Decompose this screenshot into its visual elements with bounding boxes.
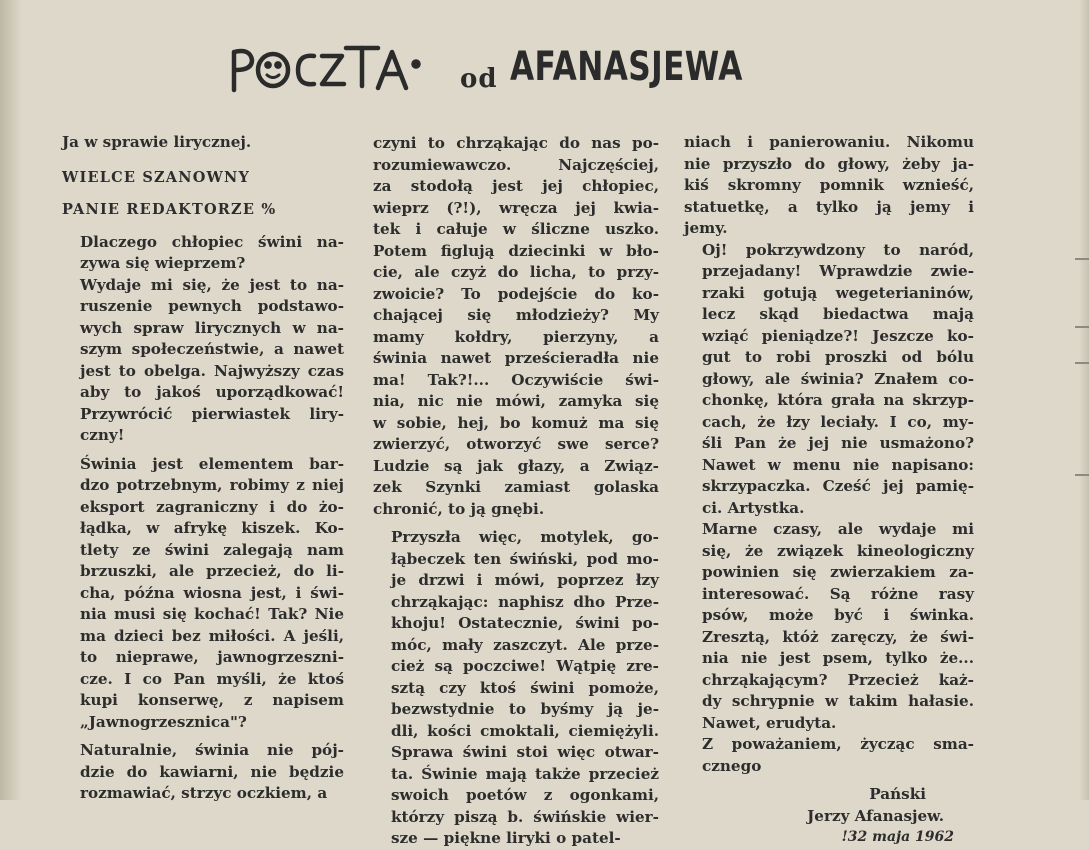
text-line: ci. Artystka.	[702, 498, 805, 517]
text-line: zywa się wieprzem?	[80, 254, 246, 272]
signature-pseudonym: Pański	[869, 785, 926, 803]
page-edge	[1079, 0, 1089, 800]
text-line: jest to obelga. Najwyższy czas	[80, 361, 344, 380]
text-line: rozmawiać, strzyc oczkiem, a	[80, 784, 328, 802]
text-line: Marne czasy, ale wydaje mi	[702, 520, 974, 538]
paragraph	[62, 132, 344, 154]
text-line: to nieprawe, jawnogrzeszni-	[80, 648, 344, 666]
text-line: rzaki gotują wegeterianinów,	[702, 283, 974, 302]
text-line: dzie do kawiarni, nie będzie	[80, 762, 344, 781]
signature-name: Jerzy Afanasjew.	[807, 806, 944, 825]
letter-column-2	[373, 133, 659, 850]
paragraph	[684, 240, 974, 520]
letter-column-1	[62, 132, 344, 805]
text-line: Z poważaniem, życząc sma-	[702, 735, 974, 753]
page-fold-shadow	[0, 0, 22, 800]
text-line: nia musi się kochać! Tak? Nie	[80, 605, 344, 623]
text-line: cach, że łzy leciały. I co, my-	[702, 412, 974, 431]
text-line: lecz skąd biedactwa mają	[702, 305, 974, 323]
text-line: chonkę, która grała na skrzyp-	[702, 391, 974, 409]
text-line: przejadany! Wprawdzie zwie-	[702, 262, 974, 280]
text-line: łąbeczek ten świński, pod mo-	[391, 549, 659, 568]
text-line: Ludzie są jak głazy, a Związ-	[373, 456, 659, 475]
text-line: chającej się młodzieży? My	[373, 306, 659, 324]
paragraph	[62, 232, 344, 275]
paragraph	[373, 133, 659, 520]
text-line: bezwstydnie to byśmy ją je-	[391, 700, 659, 718]
text-line: chrząkając: naphisz dho Prze-	[391, 592, 659, 611]
masthead-author-name: AFANASJEWA	[510, 44, 743, 90]
text-line: gut to robi proszki od bólu	[702, 348, 974, 366]
text-line: czyni to chrząkając do nas po-	[373, 134, 659, 152]
text-line: łądka, w afrykę kiszek. Ko-	[80, 519, 344, 537]
text-line: dzo potrzebnym, robimy z niej	[80, 476, 344, 494]
text-line: cznego	[702, 756, 762, 775]
text-line: Przyszła więc, motylek, go-	[391, 528, 659, 546]
text-line: chrząkającym? Przecież każ-	[702, 670, 974, 689]
text-line: Świnia jest elementem bar-	[80, 454, 344, 473]
text-line: cież są poczciwe! Wątpię zre-	[391, 657, 659, 675]
text-line: wieprz (?!), wręcza jej kwia-	[373, 198, 659, 217]
text-line: Przywrócić pierwiastek liry-	[80, 404, 344, 423]
text-line: sztą czy ktoś świni pomoże,	[391, 678, 659, 697]
text-line: statuetkę, a tylko ją jemy i	[684, 197, 974, 216]
paragraph	[62, 275, 344, 447]
text-line: interesować. Są różne rasy	[702, 584, 974, 603]
text-line: ma dzieci bez miłości. A jeśli,	[80, 626, 344, 645]
text-line: dy schrypnie w takim hałasie.	[702, 692, 974, 710]
masthead	[228, 38, 788, 98]
text-line: Wydaje mi się, że jest to na-	[80, 275, 344, 294]
text-line: dli, kości cmoktali, ciemiężyli.	[391, 721, 659, 740]
text-line: którzy piszą b. świńskie wier-	[391, 807, 659, 826]
text-line: skrzypaczka. Cześć jej pamię-	[702, 477, 974, 495]
text-line: szym społeczeństwie, a nawet	[80, 340, 344, 358]
text-line: ruszenie pewnych podstawo-	[80, 297, 344, 315]
text-line: sze — piękne liryki o patel-	[391, 829, 621, 847]
paragraph	[62, 199, 344, 221]
paragraph	[373, 527, 659, 850]
paragraph	[62, 454, 344, 734]
poczta-handwritten-logo	[228, 38, 428, 98]
masthead-od: od	[460, 64, 498, 94]
text-line: aby to jakoś uporządkować!	[80, 383, 344, 401]
text-line: ma! Tak?!... Oczywiście świ-	[373, 370, 659, 389]
text-line: świnia nawet prześcieradła nie	[373, 349, 659, 367]
text-line: chronić, to ją gnębi.	[373, 499, 545, 518]
text-line: nie przyszło do głowy, żeby ja-	[684, 154, 974, 173]
text-line: psów, może być i świnka.	[702, 606, 974, 624]
text-line: mamy kołdry, pierzyny, a	[373, 327, 659, 346]
edge-mark	[1075, 362, 1089, 364]
text-line: Nawet, erudyta.	[702, 713, 837, 732]
text-line: cha, późna wiosna jest, i świ-	[80, 583, 344, 602]
text-line: Nawet w menu nie napisano:	[702, 455, 974, 474]
text-line: śli Pan że jej nie usmażono?	[702, 434, 974, 452]
text-line: je drzwi i mówi, poprzez łzy	[391, 571, 659, 589]
text-line: nia, nic nie mówi, zamyka się	[373, 392, 659, 410]
text-line: tlety ze świni zalegają nam	[80, 540, 344, 559]
paragraph	[62, 167, 344, 189]
text-line: zwierzyć, otworzyć swe serce?	[373, 435, 659, 453]
text-line: khoju! Ostatecznie, świni po-	[391, 614, 659, 632]
text-line: Dlaczego chłopiec świni na-	[80, 232, 344, 251]
letter-column-3	[684, 132, 974, 849]
text-line: Naturalnie, świnia nie pój-	[80, 741, 344, 759]
text-line: Ja w sprawie lirycznej.	[62, 133, 252, 151]
text-line: nia nie jest psem, tylko że...	[702, 649, 974, 667]
text-line: zek Szynki zamiast golaska	[373, 478, 659, 496]
edge-mark	[1075, 326, 1089, 328]
text-line: swoich poetów z ogonkami,	[391, 786, 659, 804]
text-line: niach i panierowaniu. Nikomu	[684, 133, 974, 151]
edge-mark	[1075, 474, 1089, 476]
text-line: wziąć pieniądze?! Jeszcze ko-	[702, 326, 974, 345]
text-line: cze. I co Pan myśli, że ktoś	[80, 669, 344, 688]
text-line: czny!	[80, 426, 125, 444]
paragraph	[684, 519, 974, 734]
paragraph	[62, 740, 344, 805]
text-line: eksport zagraniczny i do żo-	[80, 497, 344, 516]
text-line: PANIE REDAKTORZE %	[62, 201, 277, 218]
text-line: Sprawa świni stoi więc otwar-	[391, 743, 659, 761]
text-line: móc, mały zaszczyt. Ale prze-	[391, 635, 659, 654]
text-line: za stodołą jest jej chłopiec,	[373, 177, 659, 195]
paragraph	[684, 132, 974, 240]
text-line: ta. Świnie mają także przecież	[391, 764, 659, 783]
text-line: jemy.	[684, 219, 728, 237]
text-line: „Jawnogrzesznica"?	[80, 712, 247, 731]
paragraph	[684, 734, 974, 777]
text-line: się, że związek kineologiczny	[702, 541, 974, 560]
text-line: rozumiewawczo. Najczęściej,	[373, 155, 659, 174]
text-line: WIELCE SZANOWNY	[62, 168, 251, 186]
text-line: cie, ale czyż do licha, to przy-	[373, 263, 659, 281]
text-line: Oj! pokrzywdzony to naród,	[702, 240, 974, 259]
text-line: w sobie, hej, bo komuż ma się	[373, 413, 659, 432]
edge-mark	[1075, 258, 1089, 260]
text-line: Zresztą, któż zaręczy, że świ-	[702, 627, 974, 646]
text-line: kupi konserwę, z napisem	[80, 691, 344, 709]
text-line: kiś skromny pomnik wznieść,	[684, 176, 974, 194]
text-line: tek i całuje w śliczne uszko.	[373, 220, 659, 238]
text-line: zwoicie? To podejście do ko-	[373, 284, 659, 303]
signature-date: !32 maja 1962	[841, 829, 954, 845]
text-line: Potem figlują dziecinki w bło-	[373, 241, 659, 260]
text-line: brzuszki, ale przecież, do li-	[80, 562, 344, 580]
text-line: wych spraw lirycznych w na-	[80, 318, 344, 337]
text-line: głowy, ale świnia? Znałem co-	[702, 369, 974, 388]
text-line: powinien się zwierzakiem za-	[702, 563, 974, 581]
